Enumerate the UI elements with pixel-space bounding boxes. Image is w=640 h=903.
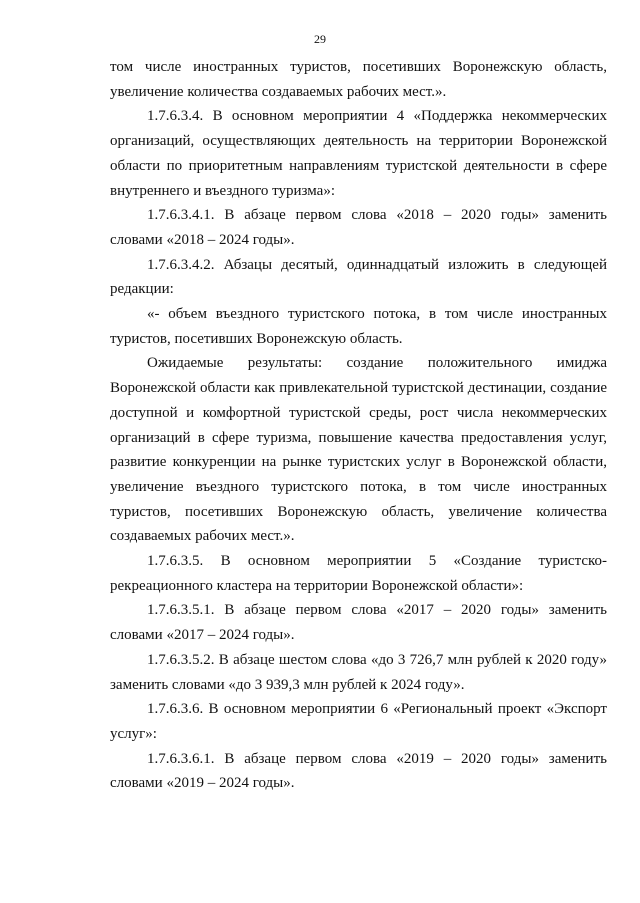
- paragraph-1: том числе иностранных туристов, посетивших Воронежскую область, увеличение количества создаваемых рабочих мест.».: [110, 59, 607, 100]
- page-number: 29: [314, 32, 326, 46]
- paragraph-8: 1.7.6.3.5.1. В абзаце первом слова «2017 – 2020 годы» заменить словами «2017 – 2024 годы».: [110, 602, 607, 644]
- paragraph-10: 1.7.6.3.6. В основном мероприятии 6 «Региональный проект «Экспорт услуг»:: [110, 701, 607, 742]
- paragraph-7: 1.7.6.3.5. В основном мероприятии 5 «Создание туристско-рекреационного кластера на территории Воронежской области»:: [110, 553, 607, 594]
- document-body: [110, 55, 607, 796]
- paragraph-6: Ожидаемые результаты: создание положительного имиджа Воронежской области как привлекательной туристской дестинации, создание доступной и комфортной туристской среды, рост числа некоммерческих организаций в сфере туризма, повышение качества предоставления услуг, развитие конкуренции на рынке туристских услуг в Воронежской области, увеличение въездного туристского потока, в том числе иностранных туристов, посетивших Воронежскую область, увеличение количества создаваемых рабочих мест.».: [110, 355, 607, 545]
- paragraph-11: 1.7.6.3.6.1. В абзаце первом слова «2019 – 2020 годы» заменить словами «2019 – 2024 годы».: [110, 750, 607, 792]
- paragraph-2: 1.7.6.3.4. В основном мероприятии 4 «Поддержка некоммерческих организаций, осуществляющих деятельность на территории Воронежской области по приоритетным направлениям туристской деятельности в сфере внутреннего и въездного туризма»:: [110, 108, 607, 199]
- paragraph-5: «- объем въездного туристского потока, в том числе иностранных туристов, посетивших Воронежскую область.: [110, 306, 607, 347]
- paragraph-9: 1.7.6.3.5.2. В абзаце шестом слова «до 3 726,7 млн рублей к 2020 году» заменить словами «до 3 939,3 млн рублей к 2024 году».: [110, 651, 607, 693]
- paragraph-4: 1.7.6.3.4.2. Абзацы десятый, одиннадцатый изложить в следующей редакции:: [110, 256, 607, 298]
- paragraph-3: 1.7.6.3.4.1. В абзаце первом слова «2018 – 2020 годы» заменить словами «2018 – 2024 годы».: [110, 207, 607, 248]
